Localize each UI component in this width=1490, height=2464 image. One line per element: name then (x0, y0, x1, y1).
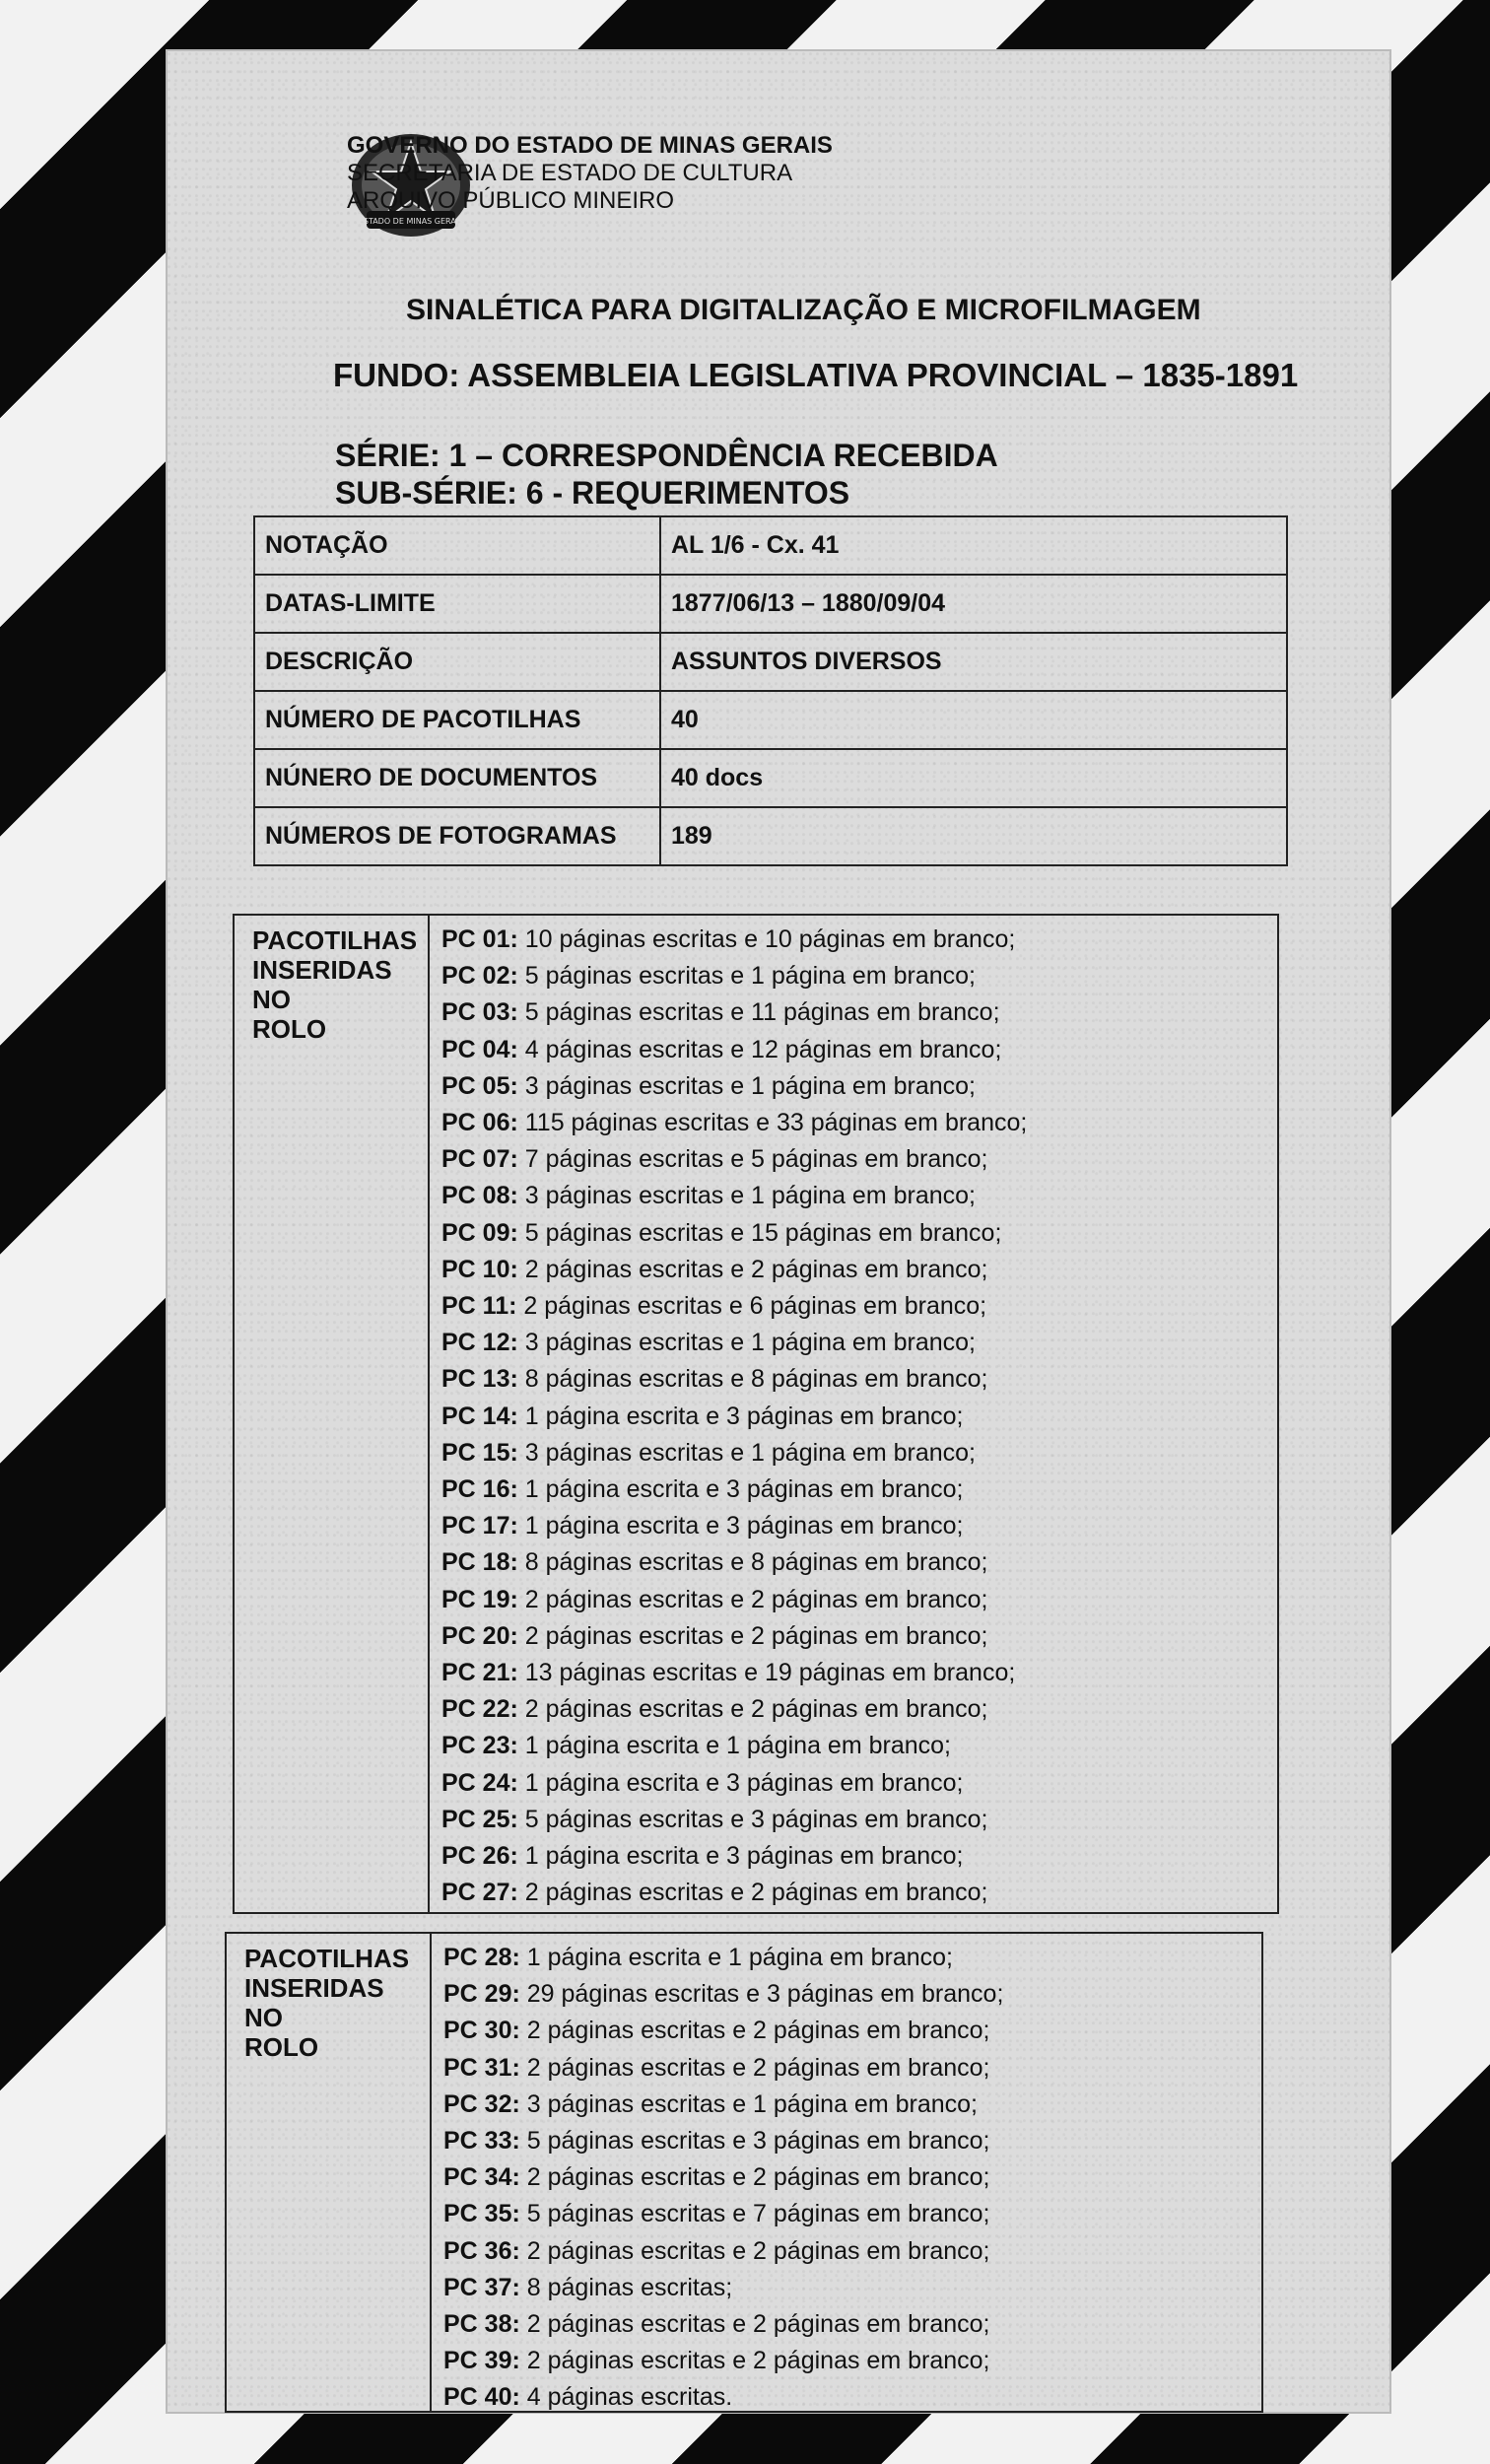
pacotilha-description: 3 páginas escritas e 1 página em branco; (517, 1182, 976, 1210)
list-item (441, 1325, 1027, 1361)
list-item (443, 2233, 1003, 2270)
pacotilha-code: PC 21: (441, 1659, 518, 1687)
serie-line: SÉRIE: 1 – CORRESPONDÊNCIA RECEBIDA (335, 438, 998, 473)
pacotilha-code: PC 18: (441, 1548, 518, 1577)
pacotilha-code: PC 10: (441, 1255, 518, 1283)
list-item (441, 1655, 1027, 1691)
heading-line: PACOTILHAS (244, 1944, 410, 1973)
list-item (441, 1178, 1027, 1214)
info-key: NÚNERO DE DOCUMENTOS (254, 749, 660, 807)
heading-line: ROLO (244, 2032, 319, 2062)
list-item (443, 1940, 1003, 1976)
list-item (441, 1765, 1027, 1802)
list-item (441, 1032, 1027, 1068)
table-row (254, 575, 1287, 633)
pacotilha-code: PC 32: (443, 2089, 520, 2118)
pacotilhas-section-1 (233, 914, 1279, 1914)
pacotilha-description: 5 páginas escritas e 11 páginas em branco; (517, 998, 1000, 1027)
info-key: NOTAÇÃO (254, 516, 660, 575)
pacotilha-code: PC 01: (441, 925, 518, 953)
pacotilha-description: 1 página escrita e 3 páginas em branco; (517, 1475, 964, 1504)
pacotilha-code: PC 40: (443, 2383, 520, 2412)
pacotilhas-section-2 (225, 1932, 1263, 2413)
seal-text: ESTADO DE MINAS GERAIS (358, 217, 464, 226)
info-key: DATAS-LIMITE (254, 575, 660, 633)
pacotilhas-list (430, 916, 1039, 1912)
list-item (441, 1618, 1027, 1655)
table-row (254, 807, 1287, 865)
pacotilha-description: 5 páginas escritas e 7 páginas em branco; (519, 2200, 990, 2228)
pacotilha-description: 3 páginas escritas e 1 página em branco; (517, 1329, 976, 1357)
heading-line: INSERIDAS NO (244, 1973, 384, 2032)
list-item (441, 1802, 1027, 1838)
pacotilha-description: 5 páginas escritas e 1 página em branco; (517, 962, 976, 991)
pacotilha-code: PC 36: (443, 2236, 520, 2265)
list-item (441, 1105, 1027, 1141)
pacotilha-description: 7 páginas escritas e 5 páginas em branco; (517, 1145, 988, 1174)
pacotilha-description: 3 páginas escritas e 1 página em branco; (517, 1071, 976, 1100)
pacotilha-code: PC 05: (441, 1071, 518, 1100)
pacotilha-code: PC 37: (443, 2273, 520, 2301)
info-key: DESCRIÇÃO (254, 633, 660, 691)
pacotilha-description: 2 páginas escritas e 6 páginas em branco; (516, 1292, 987, 1321)
heading-line: PACOTILHAS (252, 925, 418, 955)
heading-line: INSERIDAS NO (252, 955, 392, 1014)
pacotilha-code: PC 26: (441, 1842, 518, 1871)
pacotilha-description: 1 página escrita e 3 páginas em branco; (517, 1768, 964, 1797)
pacotilha-code: PC 03: (441, 998, 518, 1027)
list-item (441, 1141, 1027, 1178)
pacotilha-description: 2 páginas escritas e 2 páginas em branco; (517, 1695, 988, 1724)
pacotilha-code: PC 39: (443, 2347, 520, 2375)
pacotilha-code: PC 23: (441, 1732, 518, 1760)
pacotilha-code: PC 04: (441, 1035, 518, 1063)
header-institution (347, 132, 833, 215)
table-row (254, 516, 1287, 575)
pacotilha-description: 1 página escrita e 3 páginas em branco; (517, 1512, 964, 1540)
list-item (441, 922, 1027, 958)
info-value: 40 docs (660, 749, 1287, 807)
info-table (253, 515, 1288, 866)
list-item (443, 2196, 1003, 2232)
table-row (254, 633, 1287, 691)
list-item (443, 2123, 1003, 2159)
pacotilha-description: 115 páginas escritas e 33 páginas em branco; (517, 1109, 1028, 1137)
archive-line: ARQUIVO PÚBLICO MINEIRO (347, 187, 675, 214)
list-item (441, 1068, 1027, 1105)
pacotilha-code: PC 14: (441, 1402, 518, 1430)
pacotilha-code: PC 08: (441, 1182, 518, 1210)
list-item (441, 1582, 1027, 1618)
info-value: 1877/06/13 – 1880/09/04 (660, 575, 1287, 633)
list-item (441, 994, 1027, 1031)
pacotilha-code: PC 20: (441, 1621, 518, 1650)
pacotilha-code: PC 33: (443, 2127, 520, 2156)
government-line: GOVERNO DO ESTADO DE MINAS GERAIS (347, 132, 833, 159)
pacotilha-description: 2 páginas escritas e 2 páginas em branco; (517, 1621, 988, 1650)
list-item (441, 1728, 1027, 1764)
pacotilha-code: PC 16: (441, 1475, 518, 1504)
list-item (441, 958, 1027, 994)
pacotilha-description: 1 página escrita e 1 página em branco; (517, 1732, 951, 1760)
info-value: ASSUNTOS DIVERSOS (660, 633, 1287, 691)
list-item (441, 1399, 1027, 1435)
info-key: NÚMEROS DE FOTOGRAMAS (254, 807, 660, 865)
pacotilha-code: PC 02: (441, 962, 518, 991)
pacotilha-description: 8 páginas escritas e 8 páginas em branco; (517, 1548, 988, 1577)
secretariat-line: SECRETARIA DE ESTADO DE CULTURA (347, 160, 793, 186)
list-item (441, 1288, 1027, 1325)
document-title: SINALÉTICA PARA DIGITALIZAÇÃO E MICROFILMAGEM (406, 294, 1201, 326)
pacotilha-description: 1 página escrita e 1 página em branco; (519, 1944, 953, 1971)
list-item (441, 1838, 1027, 1875)
pacotilha-description: 2 páginas escritas e 2 páginas em branco; (519, 2017, 990, 2045)
list-item (443, 1976, 1003, 2013)
pacotilha-description: 5 páginas escritas e 3 páginas em branco; (519, 2127, 990, 2156)
list-item (443, 2379, 1003, 2416)
pacotilha-code: PC 11: (441, 1292, 517, 1321)
pacotilha-description: 3 páginas escritas e 1 página em branco; (517, 1438, 976, 1467)
pacotilha-code: PC 07: (441, 1145, 518, 1174)
pacotilha-description: 2 páginas escritas e 2 páginas em branco; (519, 2163, 990, 2192)
pacotilha-description: 4 páginas escritas e 12 páginas em branco; (517, 1035, 1002, 1063)
pacotilha-code: PC 30: (443, 2017, 520, 2045)
pacotilha-description: 2 páginas escritas e 2 páginas em branco; (517, 1585, 988, 1613)
pacotilha-description: 4 páginas escritas. (519, 2383, 733, 2412)
list-item (443, 2306, 1003, 2343)
pacotilha-description: 5 páginas escritas e 3 páginas em branco; (517, 1805, 988, 1833)
list-item (441, 1435, 1027, 1472)
pacotilha-code: PC 06: (441, 1109, 518, 1137)
list-item (441, 1875, 1027, 1911)
pacotilha-code: PC 19: (441, 1585, 518, 1613)
pacotilhas-heading (227, 1934, 432, 2411)
pacotilha-description: 1 página escrita e 3 páginas em branco; (517, 1402, 964, 1430)
pacotilha-description: 8 páginas escritas; (519, 2273, 733, 2301)
pacotilha-description: 1 página escrita e 3 páginas em branco; (517, 1842, 964, 1871)
list-item (441, 1691, 1027, 1728)
list-item (443, 2087, 1003, 2123)
list-item (443, 2013, 1003, 2049)
heading-line: ROLO (252, 1014, 327, 1044)
pacotilha-description: 13 páginas escritas e 19 páginas em branco; (517, 1659, 1016, 1687)
pacotilhas-heading (235, 916, 430, 1912)
pacotilha-code: PC 09: (441, 1218, 518, 1247)
info-value: 40 (660, 691, 1287, 749)
pacotilha-description: 2 páginas escritas e 2 páginas em branco; (519, 2236, 990, 2265)
table-row (254, 749, 1287, 807)
pacotilha-code: PC 15: (441, 1438, 518, 1467)
list-item (441, 1508, 1027, 1544)
info-value: 189 (660, 807, 1287, 865)
pacotilha-description: 2 páginas escritas e 2 páginas em branco; (517, 1255, 988, 1283)
pacotilha-code: PC 13: (441, 1365, 518, 1394)
pacotilha-description: 8 páginas escritas e 8 páginas em branco; (517, 1365, 988, 1394)
fundo-line: FUNDO: ASSEMBLEIA LEGISLATIVA PROVINCIAL – 1835-1891 (333, 357, 1299, 393)
pacotilha-code: PC 12: (441, 1329, 518, 1357)
pacotilha-description: 2 páginas escritas e 2 páginas em branco; (519, 2347, 990, 2375)
table-row (254, 691, 1287, 749)
pacotilha-code: PC 22: (441, 1695, 518, 1724)
pacotilha-code: PC 34: (443, 2163, 520, 2192)
list-item (443, 2270, 1003, 2306)
pacotilha-code: PC 31: (443, 2053, 520, 2082)
pacotilha-description: 3 páginas escritas e 1 página em branco; (519, 2089, 978, 2118)
list-item (441, 1544, 1027, 1581)
pacotilha-code: PC 28: (443, 1944, 520, 1971)
list-item (441, 1215, 1027, 1252)
list-item (443, 2159, 1003, 2196)
pacotilha-code: PC 27: (441, 1879, 518, 1907)
list-item (441, 1252, 1027, 1288)
info-value: AL 1/6 - Cx. 41 (660, 516, 1287, 575)
pacotilha-code: PC 29: (443, 1980, 520, 2009)
pacotilha-code: PC 35: (443, 2200, 520, 2228)
pacotilha-description: 10 páginas escritas e 10 páginas em branco; (517, 925, 1016, 953)
pacotilha-description: 29 páginas escritas e 3 páginas em branco; (519, 1980, 1004, 2009)
pacotilha-code: PC 38: (443, 2310, 520, 2339)
pacotilha-description: 2 páginas escritas e 2 páginas em branco; (519, 2053, 990, 2082)
pacotilha-description: 2 páginas escritas e 2 páginas em branco; (517, 1879, 988, 1907)
list-item (443, 2050, 1003, 2087)
list-item (443, 2343, 1003, 2379)
pacotilha-code: PC 24: (441, 1768, 518, 1797)
pacotilha-description: 5 páginas escritas e 15 páginas em branco; (517, 1218, 1002, 1247)
pacotilha-code: PC 25: (441, 1805, 518, 1833)
list-item (441, 1361, 1027, 1398)
pacotilhas-list (432, 1934, 1015, 2411)
pacotilha-code: PC 17: (441, 1512, 518, 1540)
info-key: NÚMERO DE PACOTILHAS (254, 691, 660, 749)
pacotilha-description: 2 páginas escritas e 2 páginas em branco; (519, 2310, 990, 2339)
list-item (441, 1472, 1027, 1508)
subserie-line: SUB-SÉRIE: 6 - REQUERIMENTOS (335, 475, 850, 511)
